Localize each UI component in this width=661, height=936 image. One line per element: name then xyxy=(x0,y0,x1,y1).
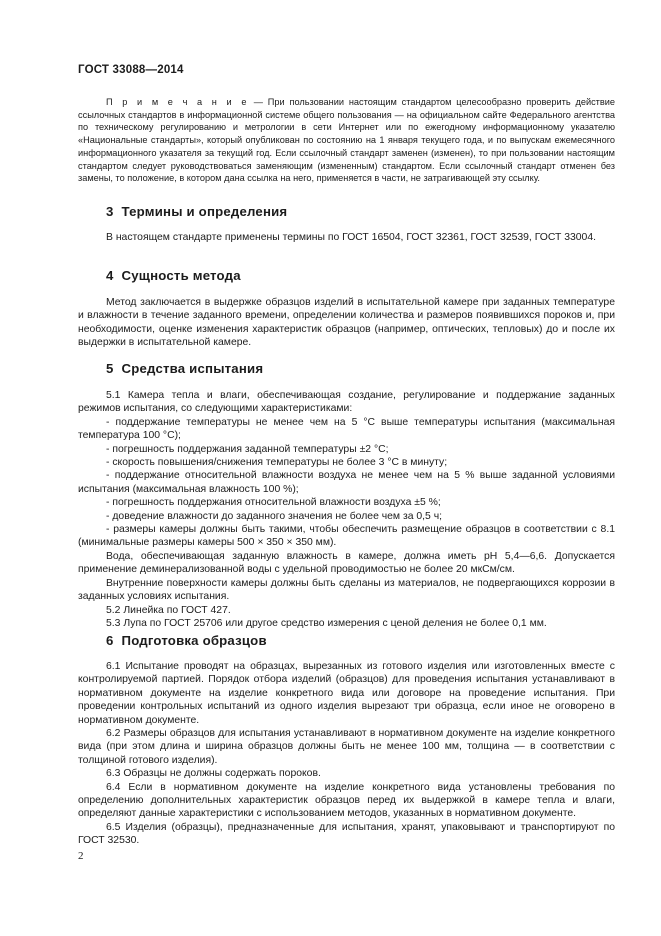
paragraph: В настоящем стандарте применены термины по ГОСТ 16504, ГОСТ 32361, ГОСТ 32539, ГОСТ 33004. xyxy=(106,232,596,243)
list-item: - доведение влажности до заданного значения не более чем за 0,5 ч; xyxy=(106,510,443,522)
note-label: П р и м е ч а н и е xyxy=(106,97,249,107)
section-5-heading xyxy=(106,361,263,376)
document-header: ГОСТ 33088—2014 xyxy=(78,64,184,76)
section-number: 6 xyxy=(106,633,114,648)
section-number: 5 xyxy=(106,361,114,376)
section-6-heading xyxy=(106,633,267,648)
section-title: Термины и определения xyxy=(121,204,288,219)
section-3-body xyxy=(78,231,615,244)
paragraph: Вода, обеспечивающая заданную влажность в камере, должна иметь рН 5,4—6,6. Допускается применение деминерализованной воды с удельной проводимостью не более 20 мкСм/см. xyxy=(78,550,615,576)
section-number: 3 xyxy=(106,204,114,219)
paragraph: 6.2 Размеры образцов для испытания устанавливают в нормативном документе на изделие конкретного вида (при этом длина и ширина образцов должны быть не менее 100 мм, толщина — в соответствии с толщиной готового изделия). xyxy=(78,728,615,766)
list-item: - погрешность поддержания заданной температуры ±2 °С; xyxy=(106,443,389,455)
paragraph: 5.2 Линейка по ГОСТ 427. xyxy=(106,604,231,616)
section-5-body xyxy=(78,389,615,630)
paragraph: 6.4 Если в нормативном документе на изделие конкретного вида установлены требования по определению дополнительных характеристик образцов перед их выдержкой в камере тепла и влаги, определяют данные характеристики с использованием методов, указанных в нормативном документе. xyxy=(78,781,615,820)
section-title: Сущность метода xyxy=(121,268,241,283)
section-4-body xyxy=(78,296,615,350)
section-4-heading xyxy=(106,268,241,283)
page-number: 2 xyxy=(78,850,84,862)
paragraph: Внутренние поверхности камеры должны быть сделаны из материалов, не подвергающихся коррозии в заданных условиях испытания. xyxy=(78,577,615,603)
list-item: - поддержание относительной влажности воздуха не менее чем на 5 % выше заданной условиями испытания (максимальная влажность 100 %); xyxy=(78,470,615,495)
paragraph: 5.1 Камера тепла и влаги, обеспечивающая создание, регулирование и поддержание заданных режимов испытания, со следующими характеристиками: xyxy=(78,390,615,415)
list-item: - погрешность поддержания относительной влажности воздуха ±5 %; xyxy=(106,497,441,509)
section-title: Подготовка образцов xyxy=(121,633,267,648)
section-6-body xyxy=(78,660,615,848)
paragraph: Метод заключается в выдержке образцов изделий в испытательной камере при заданных температуре и влажности в течение заданного времени, определении количества и размеров появившихся пороков и, при необходимости, оценке изменения характеристик образцов (например, оптических, тепловых) до и после их выдержки в испытательной камере. xyxy=(78,297,615,349)
paragraph: 6.3 Образцы не должны содержать пороков. xyxy=(106,768,321,780)
reference-note xyxy=(78,96,615,185)
list-item: - поддержание температуры не менее чем на 5 °С выше температуры испытания (максимальная температура 100 °С); xyxy=(78,416,615,442)
section-3-heading xyxy=(106,204,287,219)
list-item: - скорость повышения/снижения температуры не более 3 °С в минуту; xyxy=(106,457,448,469)
paragraph: 6.1 Испытание проводят на образцах, вырезанных из готового изделия или изготовленных вместе с контролируемой партией. Порядок отбора изделий (образцов) для проведения испытания устанавливают в нормативном документе на изделие конкретного вида или договоре на проведение испытания. При проведении контрольных испытаний из одного изделия вырезают три образца, если иное не оговорено в нормативном документе. xyxy=(78,661,615,726)
section-number: 4 xyxy=(106,268,114,283)
section-title: Средства испытания xyxy=(121,361,264,376)
note-text: — При пользовании настоящим стандартом целесообразно проверить действие ссылочных стандартов в информационной системе общего пользования — на официальном сайте Федерального агентства по техническому регулированию и метрологии в сети Интернет или по ежегодному информационному указателю «Национальные стандарты», который опубликован по состоянию на 1 января текущего года, и по выпускам ежемесячного информационного указателя за текущий год. Если ссылочный стандарт заменен (изменен), то при пользовании настоящим стандартом следует руководствоваться заменяющим (измененным) стандартом. Если ссылочный стандарт отменен без замены, то положение, в котором дана ссылка на него, применяется в части, не затрагивающей эту ссылку. xyxy=(78,97,615,184)
paragraph: 5.3 Лупа по ГОСТ 25706 или другое средство измерения с ценой деления не более 0,1 мм. xyxy=(106,617,547,629)
paragraph: 6.5 Изделия (образцы), предназначенные для испытания, хранят, упаковывают и транспортируют по ГОСТ 32530. xyxy=(78,821,615,847)
list-item: - размеры камеры должны быть такими, чтобы обеспечить размещение образцов в соответствии с 8.1 (минимальные размеры камеры 500 × 350 × 350 мм). xyxy=(78,524,615,549)
